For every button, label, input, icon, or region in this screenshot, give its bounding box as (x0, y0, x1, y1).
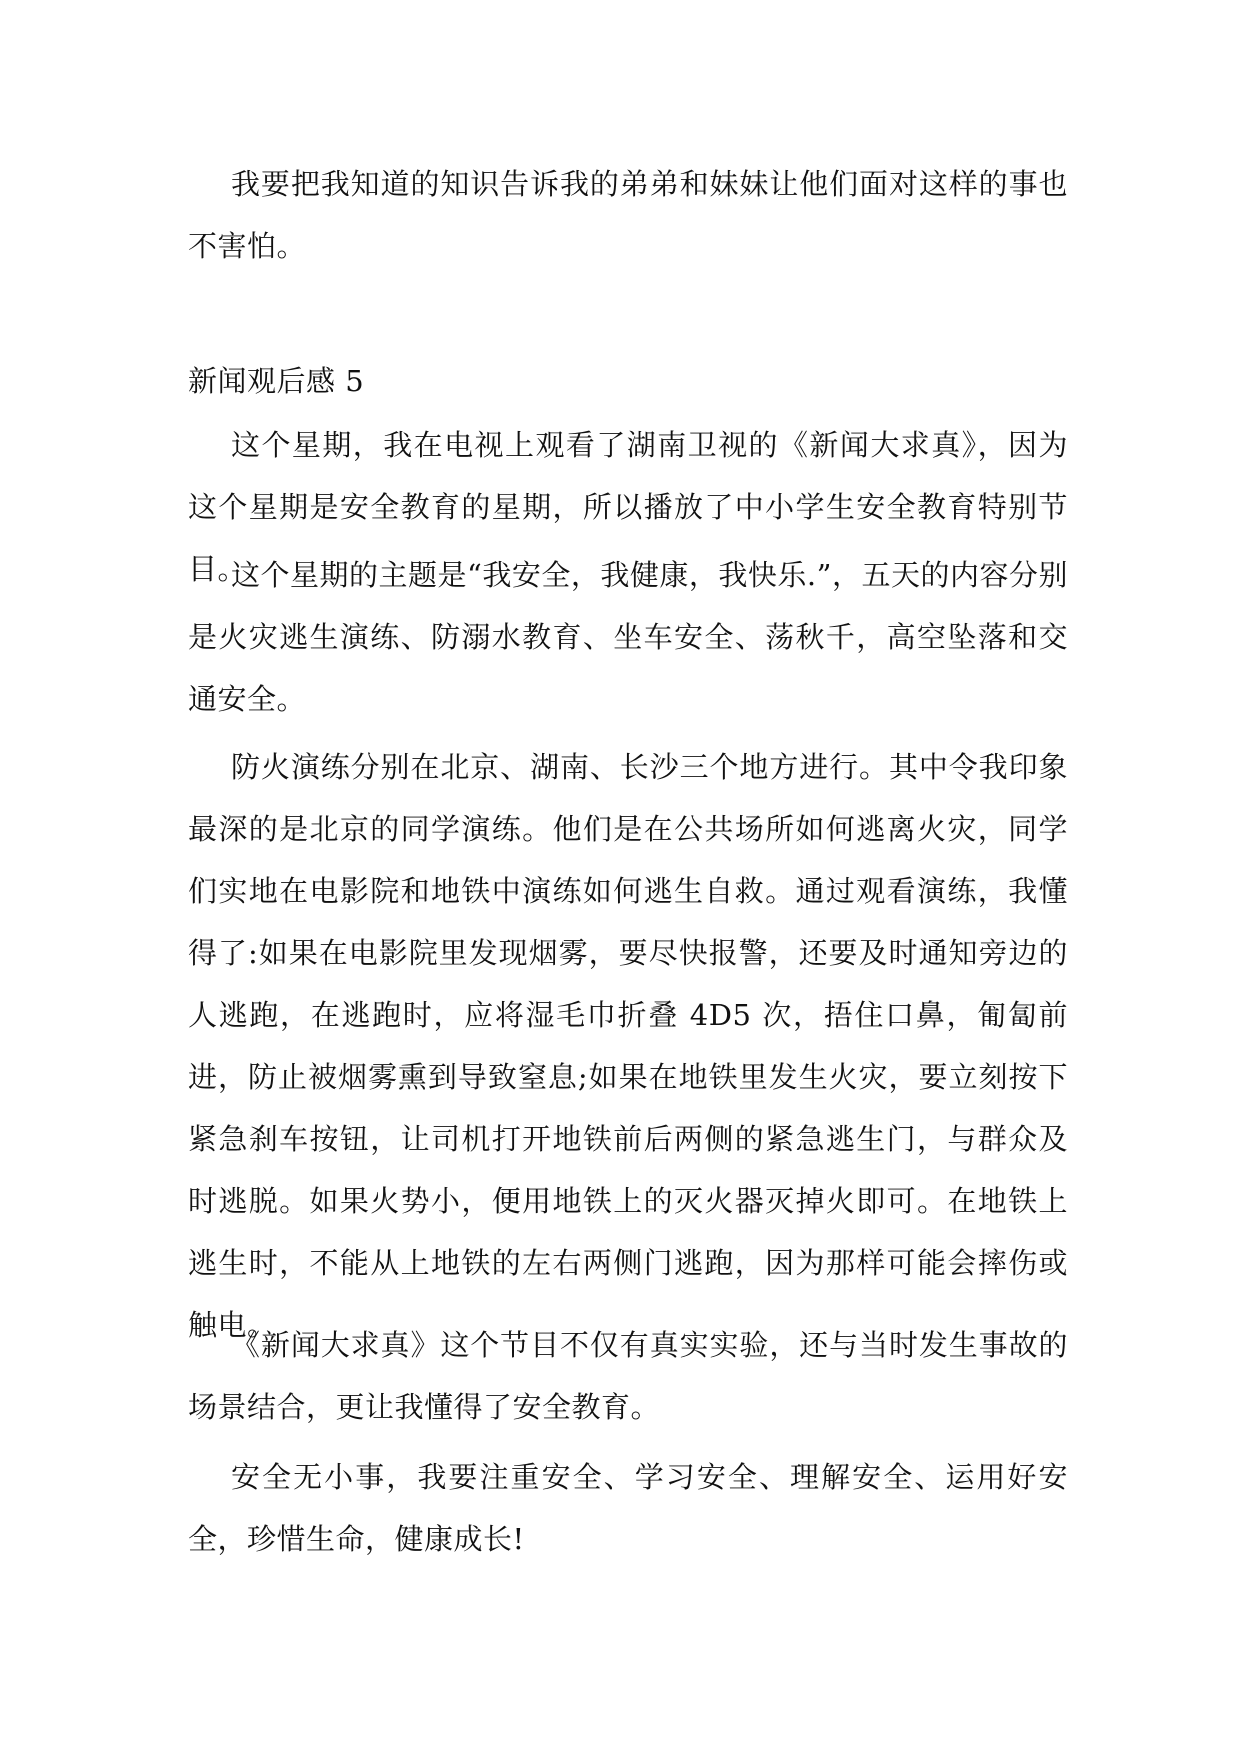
intro-continuation-paragraph: 我要把我知道的知识告诉我的弟弟和妹妹让他们面对这样的事也不害怕。 (188, 167, 1068, 263)
body-paragraph: 防火演练分别在北京、湖南、长沙三个地方进行。其中令我印象最深的是北京的同学演练。他们是在公共场所如何逃离火灾，同学们实地在电影院和地铁中演练如何逃生自救。通过观看演练，我懂得了:如果在电影院里发现烟雾，要尽快报警，还要及时通知旁边的人逃跑，在逃跑时，应将湿毛巾折叠 4D5 次，捂住口鼻，匍匐前进，防止被烟雾熏到导致窒息;如果在地铁里发生火灾，要立刻按下紧急刹车按钮，让司机打开地铁前后两侧的紧急逃生门，与群众及时逃脱。如果火势小，便用地铁上的灭火器灭掉火即可。在地铁上逃生时，不能从上地铁的左右两侧门逃跑，因为那样可能会摔伤或触电。 (188, 750, 1068, 1342)
section-heading: 新闻观后感 5 (188, 364, 365, 398)
body-paragraph: 《新闻大求真》这个节目不仅有真实实验，还与当时发生事故的场景结合，更让我懂得了安全教育。 (188, 1328, 1068, 1424)
body-paragraph: 安全无小事，我要注重安全、学习安全、理解安全、运用好安全，珍惜生命，健康成长! (188, 1460, 1068, 1556)
body-paragraph: 这个星期的主题是“我安全，我健康，我快乐.”，五天的内容分别是火灾逃生演练、防溺水教育、坐车安全、荡秋千，高空坠落和交通安全。 (188, 558, 1068, 716)
body-paragraph: 这个星期，我在电视上观看了湖南卫视的《新闻大求真》，因为这个星期是安全教育的星期，所以播放了中小学生安全教育特别节目。 (188, 428, 1068, 586)
